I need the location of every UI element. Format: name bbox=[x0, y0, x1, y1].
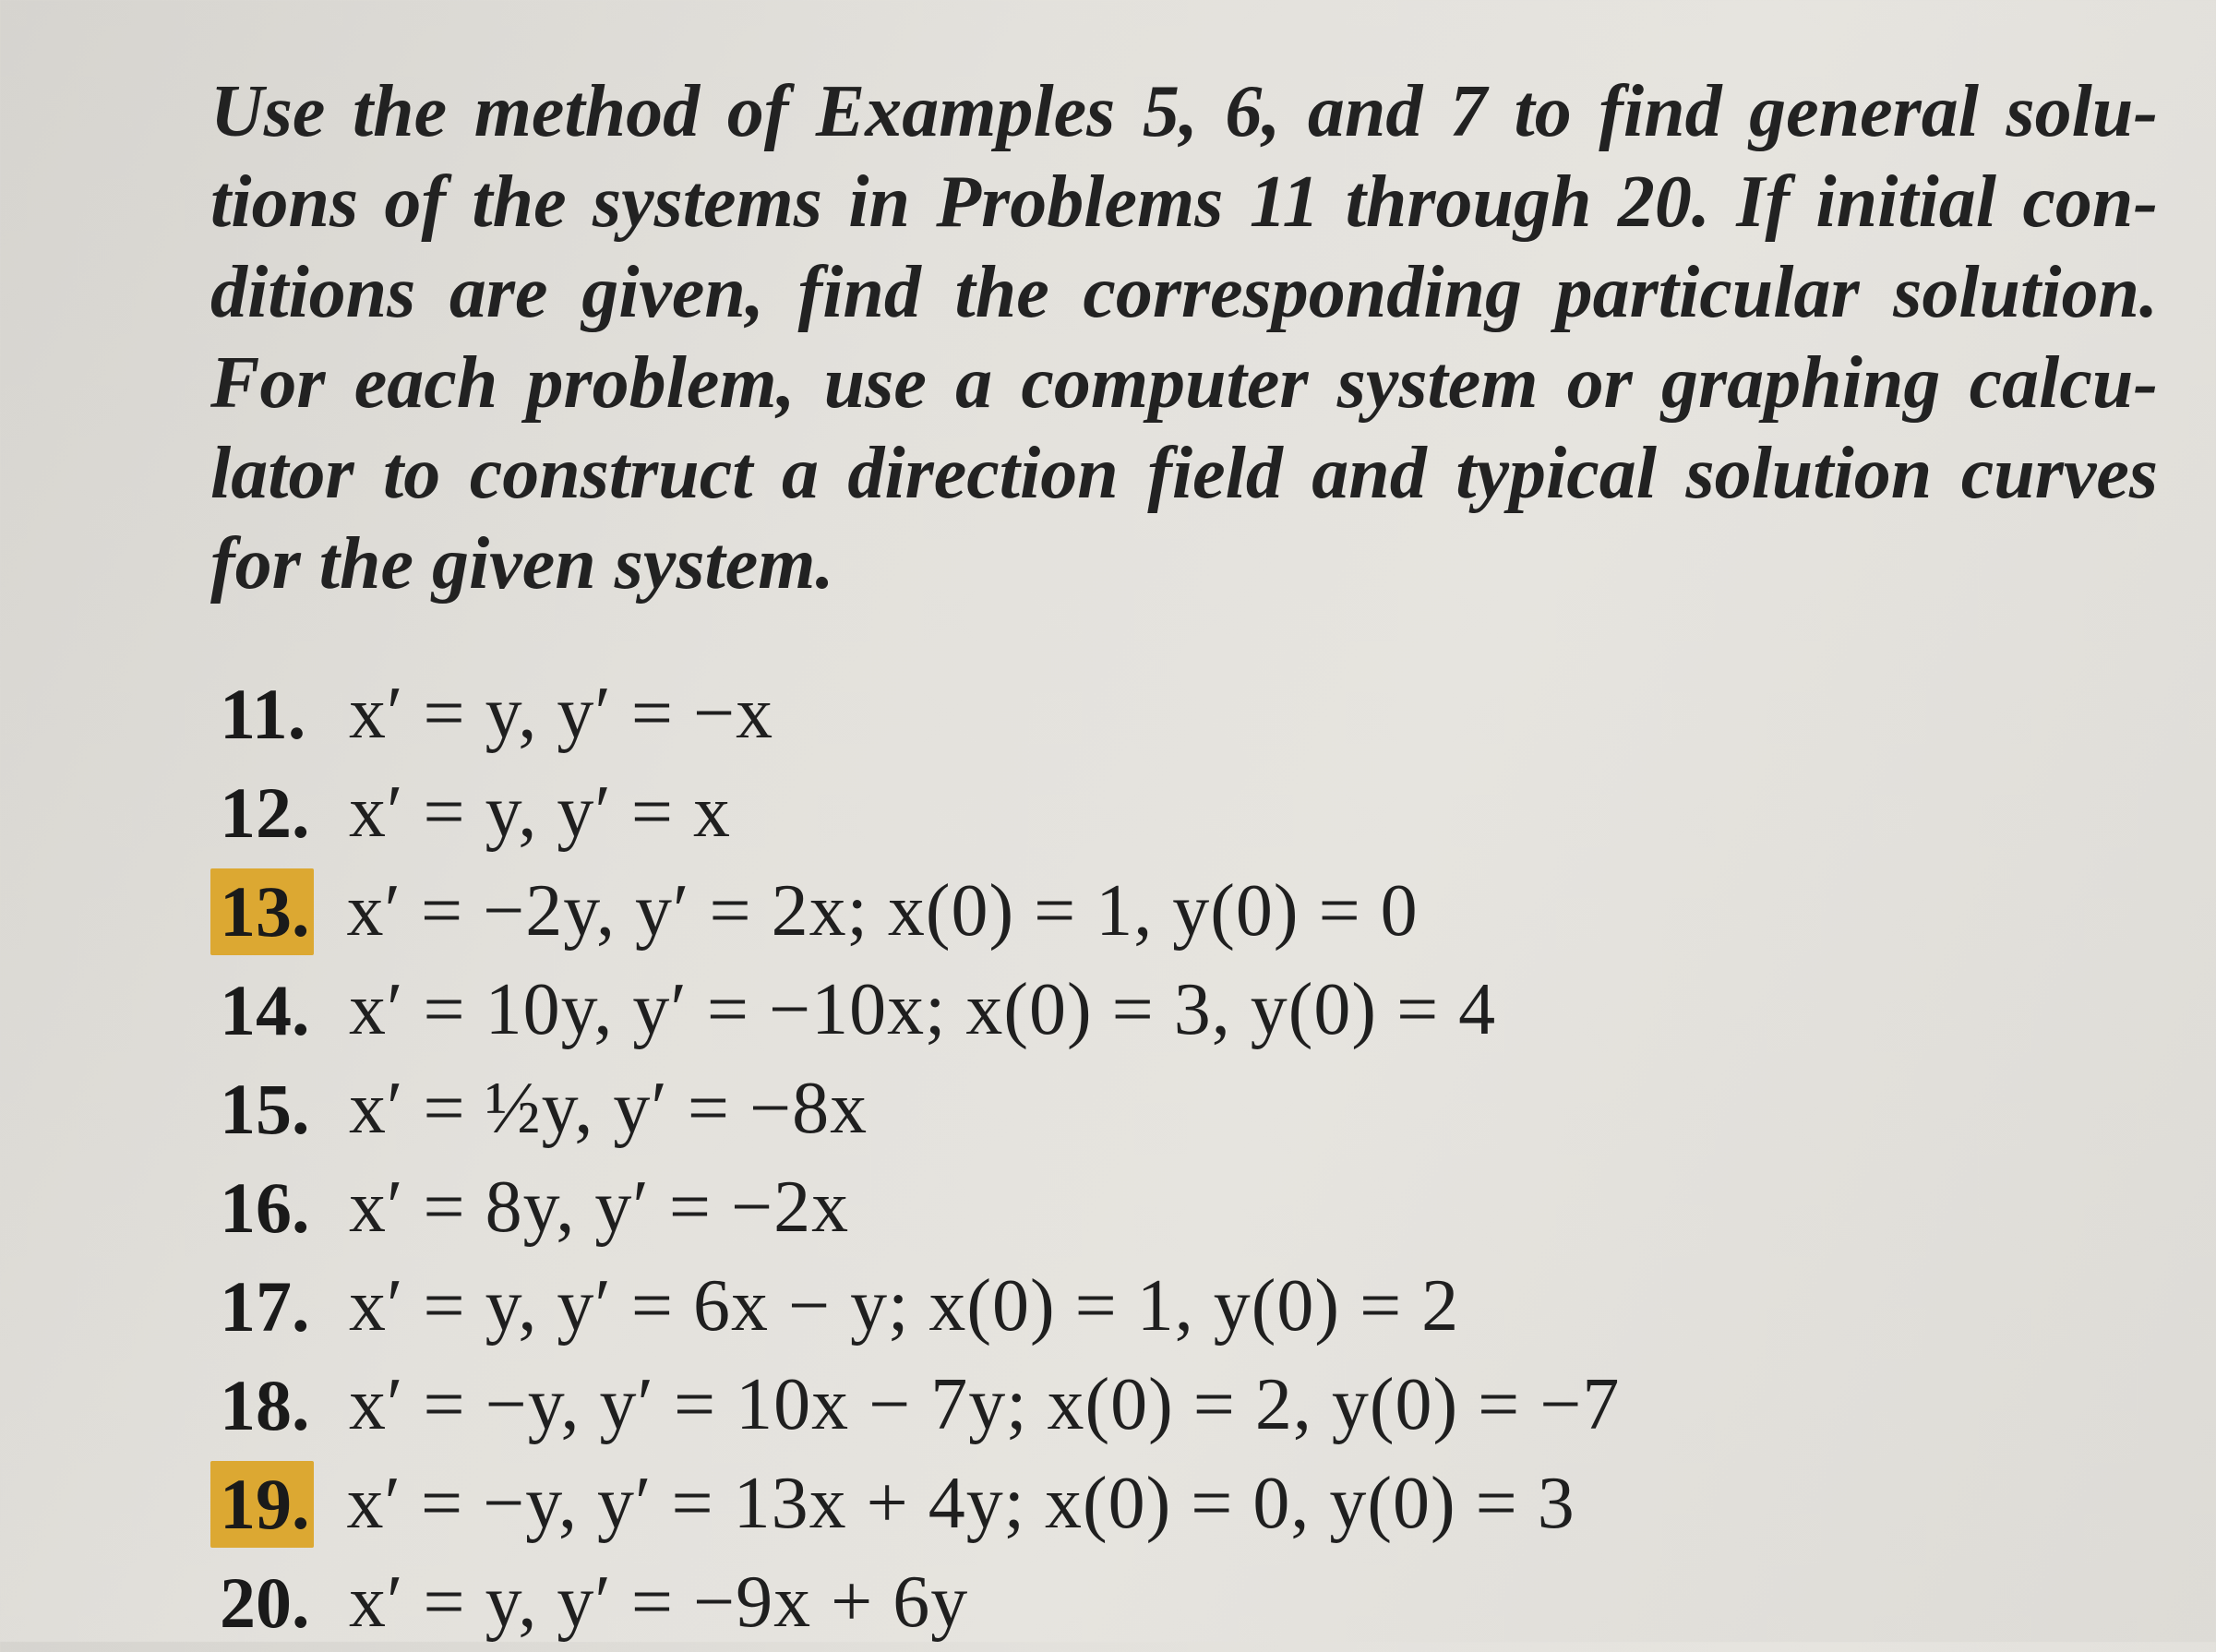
instructions-line: lator to construct a direction field and typical solution curves bbox=[210, 433, 2158, 514]
problem-equation: x′ = −y, y′ = 10x − 7y; x(0) = 2, y(0) = −7 bbox=[349, 1364, 1621, 1445]
instructions-line: For each problem, use a computer system or graphing calcu- bbox=[210, 342, 2158, 424]
problem-item bbox=[210, 664, 1620, 763]
problem-item bbox=[210, 961, 1620, 1059]
problem-list bbox=[210, 664, 1620, 1652]
problem-equation: x′ = 10y, y′ = −10x; x(0) = 3, y(0) = 4 bbox=[349, 969, 1497, 1050]
problem-item bbox=[210, 1257, 1620, 1356]
problem-equation: x′ = 8y, y′ = −2x bbox=[349, 1167, 850, 1248]
problem-equation: x′ = y, y′ = −9x + 6y bbox=[349, 1562, 969, 1643]
problem-number-highlighted: 13. bbox=[210, 868, 314, 955]
problem-number: 16. bbox=[220, 1167, 310, 1248]
problem-equation: x′ = y, y′ = 6x − y; x(0) = 1, y(0) = 2 bbox=[349, 1265, 1460, 1347]
problem-number: 14. bbox=[220, 969, 310, 1050]
problem-number: 20. bbox=[220, 1562, 310, 1643]
problem-item bbox=[210, 1356, 1620, 1454]
problem-number: 15. bbox=[220, 1068, 310, 1149]
instructions-line: ditions are given, find the corresponding particular solution. bbox=[210, 252, 2158, 333]
problem-number: 11. bbox=[220, 673, 306, 754]
problem-number-highlighted: 19. bbox=[210, 1461, 314, 1548]
instructions-line: tions of the systems in Problems 11 through 20. If initial con- bbox=[210, 162, 2158, 243]
problem-equation: x′ = −2y, y′ = 2x; x(0) = 1, y(0) = 0 bbox=[346, 870, 1419, 952]
instructions-line: for the given system. bbox=[210, 523, 834, 605]
problem-number: 12. bbox=[220, 772, 310, 853]
problem-number: 17. bbox=[220, 1265, 310, 1347]
problem-equation: x′ = −y, y′ = 13x + 4y; x(0) = 0, y(0) = 3 bbox=[346, 1463, 1575, 1544]
instructions-paragraph bbox=[210, 66, 2158, 609]
problem-item bbox=[210, 1553, 1620, 1652]
problem-item bbox=[210, 763, 1620, 862]
problem-number: 18. bbox=[220, 1364, 310, 1445]
problem-item bbox=[210, 862, 1620, 961]
problem-equation: x′ = y, y′ = x bbox=[349, 772, 732, 853]
problem-item bbox=[210, 1454, 1620, 1553]
problem-equation: x′ = ½y, y′ = −8x bbox=[349, 1068, 868, 1149]
problem-item bbox=[210, 1158, 1620, 1257]
instructions-line: Use the method of Examples 5, 6, and 7 to find general solu- bbox=[210, 71, 2158, 152]
problem-item bbox=[210, 1059, 1620, 1158]
problem-equation: x′ = y, y′ = −x bbox=[349, 673, 774, 754]
